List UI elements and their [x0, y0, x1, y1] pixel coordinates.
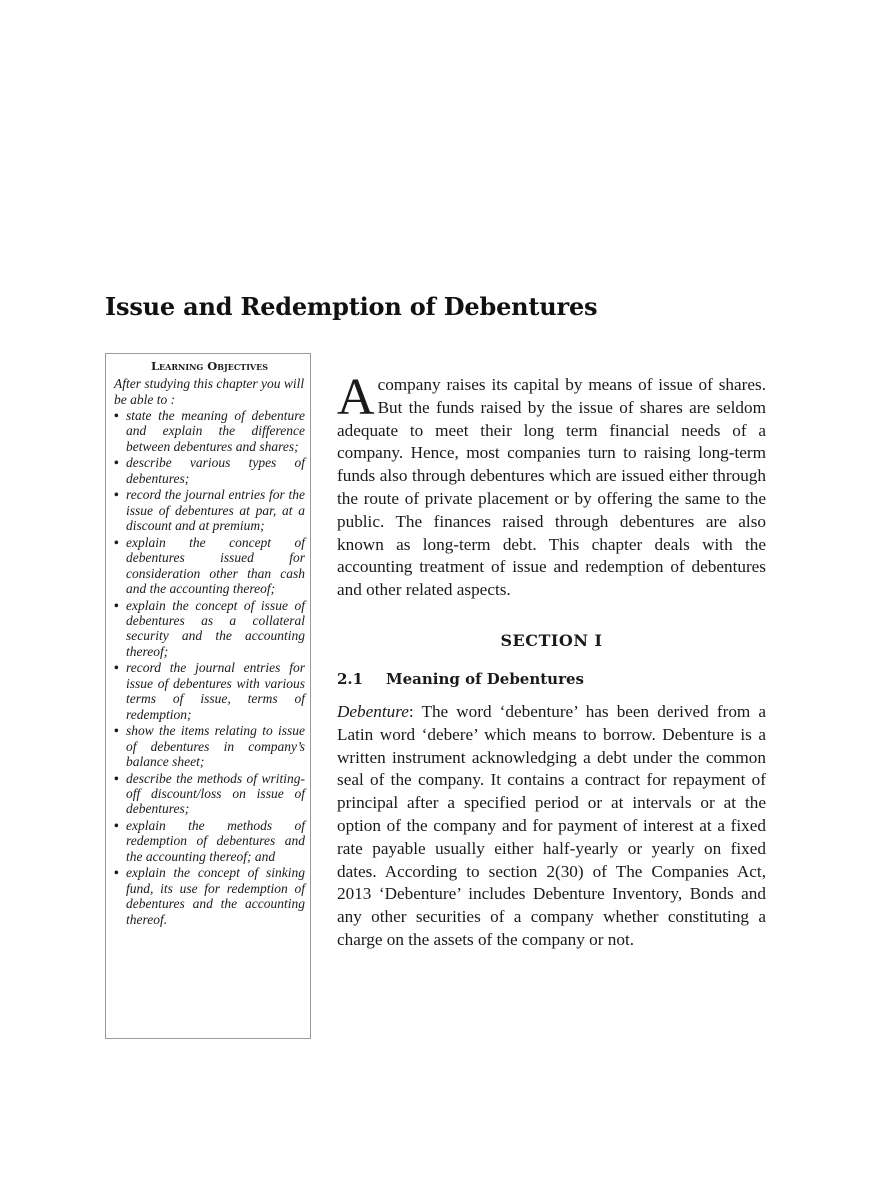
- subsection-heading: [337, 670, 766, 688]
- drop-cap: A: [337, 369, 375, 426]
- objective-item: • record the journal entries for the issue of debentures at par, at a discount and at premium;: [114, 487, 305, 533]
- objective-item: • state the meaning of debenture and explain the difference between debentures and shares;: [114, 408, 305, 454]
- objective-item: • explain the concept of issue of debentures as a collateral security and the accounting thereof;: [114, 598, 305, 660]
- subsection-number: 2.1: [337, 669, 364, 688]
- objective-item: • describe various types of debentures;: [114, 455, 305, 486]
- subsection-title: Meaning of Debentures: [386, 669, 584, 688]
- objective-item: • record the journal entries for issue of debentures with various terms of issue, terms of redemption;: [114, 660, 305, 722]
- intro-text: company raises its capital by means of issue of shares. But the funds raised by the issue of shares are seldom adequate to meet their long term financial needs of a company. Hence, most companies turn to raising long-term funds also through debentures which are issued either through the route of private placement or by offering the same to the public. The finances raised through debentures are also known as long-term debt. This chapter deals with the accounting treatment of issue and redemption of debentures and other related aspects.: [337, 375, 766, 600]
- definition-paragraph: [337, 701, 766, 952]
- definition-term: Debenture: [337, 701, 409, 721]
- chapter-title: Issue and Redemption of Debentures: [105, 292, 598, 321]
- definition-text: : The word ‘debenture’ has been derived from a Latin word ‘debere’ which means to borrow. Debenture is a written instrument acknowledging a debt under the common seal of the company. It contains a contract for repayment of principal after a specified period or at intervals or at the option of the company and for payment of interest at a fixed rate payable usually either half-yearly or yearly on fixed dates. According to section 2(30) of The Companies Act, 2013 ‘Debenture’ includes Debenture Inventory, Bonds and any other securities of a company whether constituting a charge on the assets of the company or not.: [337, 701, 766, 949]
- learning-objectives-list: [114, 408, 305, 927]
- objective-item: • show the items relating to issue of debentures in company’s balance sheet;: [114, 723, 305, 769]
- learning-objectives-intro: After studying this chapter you will be able to :: [114, 376, 305, 407]
- intro-paragraph: [337, 369, 766, 602]
- learning-objectives-box: [105, 353, 311, 1039]
- objective-item: • explain the concept of debentures issued for consideration other than cash and the accounting thereof;: [114, 535, 305, 597]
- main-content: [337, 369, 766, 952]
- objective-item: • explain the concept of sinking fund, its use for redemption of debentures and the accounting thereof.: [114, 865, 305, 927]
- objective-item: • explain the methods of redemption of debentures and the accounting thereof; and: [114, 818, 305, 864]
- objective-item: • describe the methods of writing-off discount/loss on issue of debentures;: [114, 771, 305, 817]
- section-heading: SECTION I: [500, 630, 603, 650]
- learning-objectives-heading: Learning Objectives: [150, 359, 269, 373]
